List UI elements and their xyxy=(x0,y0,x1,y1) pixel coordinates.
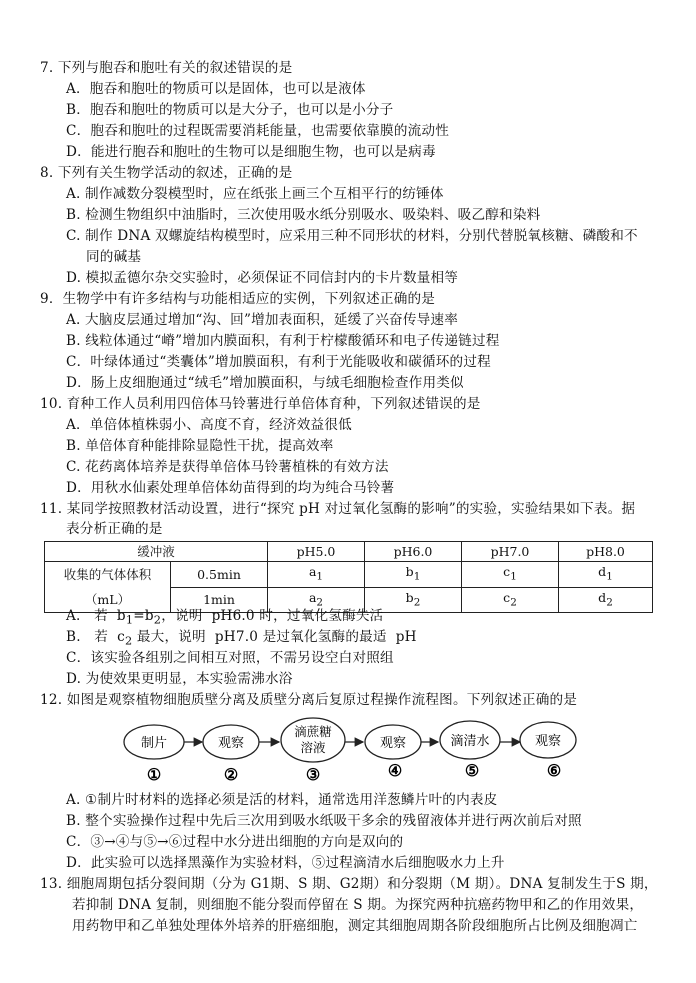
question-9-option-c: C．叶绿体通过“类囊体”增加膜面积，有利于光能吸收和碳循环的过程 xyxy=(66,354,491,370)
question-7-stem: 7. 下列与胞吞和胞吐有关的叙述错误的是 xyxy=(40,60,293,76)
question-12-option-d: D．此实验可以选择黑藻作为实验材料，⑤过程滴清水后细胞吸水力上升 xyxy=(66,855,505,871)
question-7-option-d: D．能进行胞吞和胞吐的生物可以是细胞生物，也可以是病毒 xyxy=(66,144,436,160)
table-cell: $d_2$ xyxy=(559,587,653,613)
question-9-option-d: D．肠上皮细胞通过“绒毛”增加膜面积，与绒毛细胞检查作用类似 xyxy=(66,375,464,391)
flow-step-5 xyxy=(440,721,500,780)
flow-step-number: ⑥ xyxy=(546,761,562,780)
flow-step-1 xyxy=(124,725,184,784)
table-row-unit: （mL） xyxy=(45,587,171,613)
question-11-option-d: D. 为使效果更明显，本实验需沸水浴 xyxy=(66,671,293,687)
table-cell: $c_1$ xyxy=(462,562,559,588)
question-11-stem-continued: 表分析正确的是 xyxy=(66,521,163,537)
flow-step-label: 观察 xyxy=(217,736,245,751)
table-cell: $d_1$ xyxy=(559,562,653,588)
table-cell: $a_2$ xyxy=(268,587,365,613)
question-13-line-1: 13. 细胞周期包括分裂间期（分为 G1期、S 期、G2期）和分裂期（M 期）。DNA 复制发生于S 期， xyxy=(40,876,658,892)
plasmolysis-flowchart xyxy=(118,714,588,784)
flow-step-label-line1: 滴蔗糖 xyxy=(294,724,332,739)
question-7-option-a: A．胞吞和胞吐的物质可以是固体，也可以是液体 xyxy=(66,81,366,97)
question-11-stem: 11. 某同学按照教材活动设置，进行“探究 pH 对过氧化氢酶的影响”的实验，实验结果如下表。据 xyxy=(40,501,636,517)
question-7-option-b: B．胞吞和胞吐的物质可以是大分子，也可以是小分子 xyxy=(66,102,394,118)
table-cell: $a_1$ xyxy=(268,562,365,588)
table-cell: $b_2$ xyxy=(365,587,462,613)
question-11-option-c: C．该实验各组别之间相互对照，不需另设空白对照组 xyxy=(66,650,394,666)
question-8-option-d: D. 模拟孟德尔杂交实验时，必须保证不同信封内的卡片数量相等 xyxy=(66,270,459,286)
flow-step-4 xyxy=(365,725,421,780)
flow-step-label: 观察 xyxy=(534,734,562,749)
flow-step-number: ③ xyxy=(305,765,321,784)
question-10-option-b: B. 单倍体育种能排除显隐性干扰，提高效率 xyxy=(66,438,334,454)
flow-step-label-line2: 溶液 xyxy=(300,740,326,755)
question-10-stem: 10. 育种工作人员利用四倍体马铃薯进行单倍体育种，下列叙述错误的是 xyxy=(40,396,481,412)
question-8-stem: 8. 下列有关生物学活动的叙述，正确的是 xyxy=(40,165,293,181)
flow-step-6 xyxy=(520,722,576,780)
question-8-option-c-continued: 同的碱基 xyxy=(86,249,142,265)
question-13-line-3: 用药物甲和乙单独处理体外培养的肝癌细胞，测定其细胞周期各阶段细胞所占比例及细胞凋亡 xyxy=(72,918,638,934)
question-13-line-2: 若抑制 DNA 复制，则细胞不能分裂而停留在 S 期。为探究两种抗癌药物甲和乙的作用效果， xyxy=(72,897,644,913)
flow-step-number: ① xyxy=(146,765,162,784)
question-10-option-c: C. 花药离体培养是获得单倍体马铃薯植株的有效方法 xyxy=(66,459,389,475)
question-7-option-c: C．胞吞和胞吐的过程既需要消耗能量，也需要依靠膜的流动性 xyxy=(66,123,450,139)
question-12-option-b: B. 整个实验操作过程中先后三次用到吸水纸吸干多余的残留液体并进行两次前后对照 xyxy=(66,813,582,829)
question-10-option-d: D．用秋水仙素处理单倍体幼苗得到的均为纯合马铃薯 xyxy=(66,480,395,496)
question-9-option-a: A. 大脑皮层通过增加“沟、回”增加表面积，延缓了兴奋传导速率 xyxy=(66,312,458,328)
table-row-label: 收集的气体体积 xyxy=(45,562,171,588)
question-12-option-a: A. ①制片时材料的选择必须是活的材料，通常选用洋葱鳞片叶的内表皮 xyxy=(66,792,498,808)
flow-step-number: ⑤ xyxy=(464,761,480,780)
question-8-option-b: B. 检测生物组织中油脂时，三次使用吸水纸分别吸水、吸染料、吸乙醇和染料 xyxy=(66,207,541,223)
flow-step-label: 制片 xyxy=(140,736,168,751)
table-cell: $b_1$ xyxy=(365,562,462,588)
question-12-stem: 12. 如图是观察植物细胞质壁分离及质壁分离后复原过程操作流程图。下列叙述正确的是 xyxy=(40,692,578,708)
question-11-option-a: A. 若 $b_1=b_2$，说明 pH6.0 时，过氧化氢酶失活 xyxy=(66,608,384,627)
table-header-cell: pH7.0 xyxy=(462,542,559,562)
flow-step-label: 滴清水 xyxy=(450,734,490,749)
table-time-cell: 0.5min xyxy=(171,562,268,588)
table-corner-cell: 缓冲液 xyxy=(45,542,268,562)
flow-step-3 xyxy=(281,718,345,784)
table-header-row xyxy=(45,542,653,562)
table-header-cell: pH8.0 xyxy=(559,542,653,562)
table-time-cell: 1min xyxy=(171,587,268,613)
question-8-option-c: C. 制作 DNA 双螺旋结构模型时，应采用三种不同形状的材料，分别代替脱氧核糖、磷酸和不 xyxy=(66,228,638,244)
question-9-option-b: B. 线粒体通过“嵴”增加内膜面积，有利于柠檬酸循环和电子传递链过程 xyxy=(66,333,500,349)
flow-step-label: 观察 xyxy=(379,736,407,751)
question-9-stem: 9．生物学中有许多结构与功能相适应的实例，下列叙述正确的是 xyxy=(40,291,436,307)
question-12-option-c: C．③→④与⑤→⑥过程中水分进出细胞的方向是双向的 xyxy=(66,834,404,850)
flow-step-number: ④ xyxy=(387,761,403,780)
table-header-cell: pH6.0 xyxy=(365,542,462,562)
question-11-option-b: B. 若 $c_2$ 最大，说明 pH7.0 是过氧化氢酶的最适 pH xyxy=(66,629,417,648)
flow-step-number: ② xyxy=(223,765,239,784)
table-row xyxy=(45,562,653,588)
table-cell: $c_2$ xyxy=(462,587,559,613)
question-8-option-a: A. 制作减数分裂模型时，应在纸张上画三个互相平行的纺锤体 xyxy=(66,186,444,202)
ph-results-table xyxy=(44,541,653,613)
table-header-cell: pH5.0 xyxy=(268,542,365,562)
flow-step-2 xyxy=(203,725,259,784)
question-10-option-a: A．单倍体植株弱小、高度不育，经济效益很低 xyxy=(66,417,352,433)
